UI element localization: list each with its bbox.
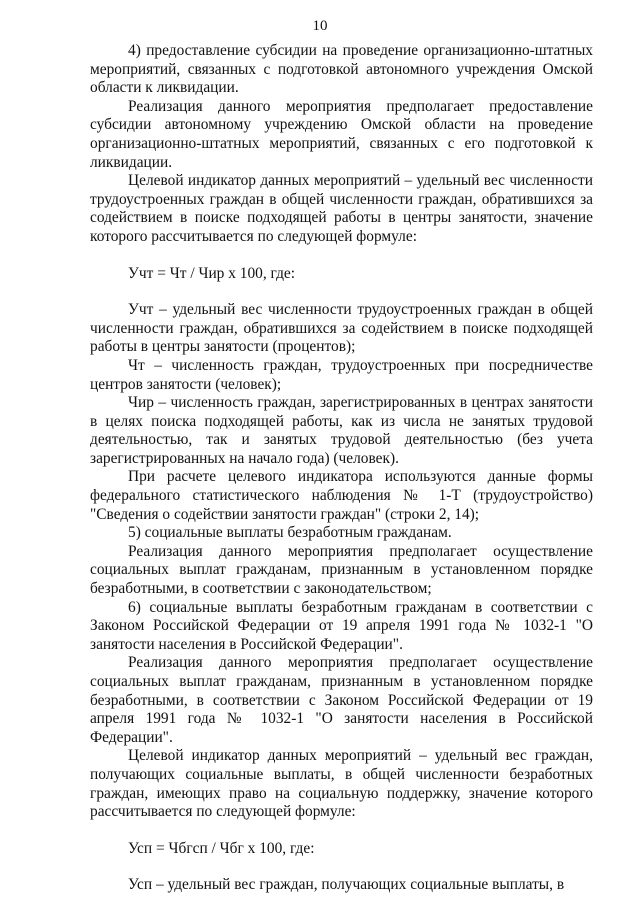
paragraph-item-4-description: Реализация данного мероприятия предполагает предоставление субсидии автономному учреждению Омской области на проведение организационно-штатных мероприятий, связанных с его подготовкой к ликвидации.	[90, 97, 593, 171]
definition-uchT: Учт – удельный вес численности трудоустроенных граждан в общей численности граждан, обратившихся за содействием в поиске подходящей работы в центры занятости (процентов);	[90, 301, 593, 356]
paragraph-item-5-description: Реализация данного мероприятия предполагает осуществление социальных выплат гражданам, признанным в установленном порядке безработными, в соответствии с законодательством;	[90, 542, 593, 598]
paragraph-item-4: 4) предоставление субсидии на проведение организационно-штатных мероприятий, связанных с подготовкой автономного учреждения Омской области к ликвидации.	[90, 42, 593, 97]
definition-chIR: Чир – численность граждан, зарегистрированных в центрах занятости в целях поиска подходящей работы, как из числа не занятых трудовой деятельностью, так и занятых трудовой деятельностью (без учета зарегистрированных на начало года) (человек).	[90, 394, 593, 467]
formula-usp: Усп = Чбгсп / Чбг x 100, где:	[128, 839, 315, 857]
paragraph-item-6-description: Реализация данного мероприятия предполагает осуществление социальных выплат гражданам, признанным в установленном порядке безработными, в соответствии с Законом Российской Федерации от 19 апреля 1991 года № 1032-1 "О занятости населения в Российской Федерации".	[90, 654, 593, 746]
paragraph-item-6: 6) социальные выплаты безработным гражданам в соответствии с Законом Российской Федерации от 19 апреля 1991 года № 1032-1 "О занятости населения в Российской Федерации".	[90, 598, 593, 653]
paragraph-data-source: При расчете целевого индикатора используются данные формы федерального статистического наблюдения № 1-Т (трудоустройство) "Сведения о содействии занятости граждан" (строки 2, 14);	[90, 468, 593, 523]
definition-usp: Усп – удельный вес граждан, получающих социальные выплаты, в	[128, 876, 565, 894]
definition-chT: Чт – численность граждан, трудоустроенных при посредничестве центров занятости (человек);	[90, 356, 593, 393]
page-number: 10	[312, 18, 328, 34]
paragraph-indicator-social: Целевой индикатор данных мероприятий – удельный вес граждан, получающих социальные выплаты, в общей численности безработных граждан, имеющих право на социальную поддержку, значение которого рассчитывается по следующей формуле:	[90, 747, 593, 821]
paragraph-item-5: 5) социальные выплаты безработным гражданам.	[128, 524, 452, 542]
paragraph-indicator-employment: Целевой индикатор данных мероприятий – удельный вес численности трудоустроенных граждан в общей численности граждан, обратившихся за содействием в поиске подходящей работы в центры занятости, значение которого рассчитывается по следующей формуле:	[90, 172, 593, 245]
formula-uchT: Учт = Чт / Чир x 100, где:	[128, 264, 296, 282]
document-body	[90, 42, 593, 895]
